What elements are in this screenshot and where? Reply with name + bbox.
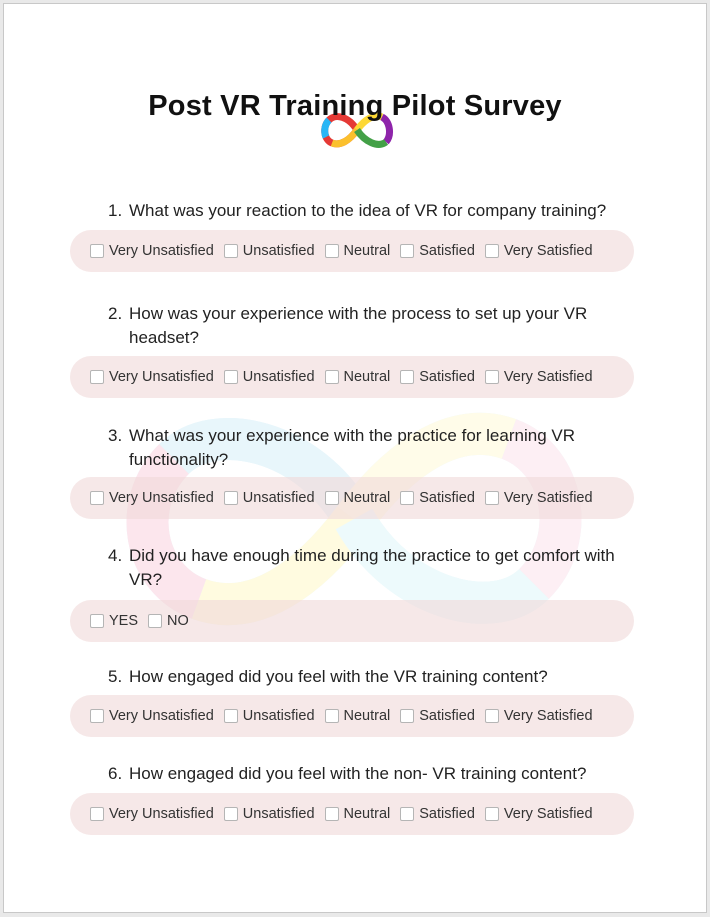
question-text: Did you have enough time during the practice to get comfort with VR?	[129, 546, 615, 589]
option-very-unsatisfied[interactable]	[90, 806, 214, 822]
option-neutral[interactable]	[325, 708, 391, 724]
option-label: Neutral	[343, 490, 391, 506]
option-label: Unsatisfied	[242, 806, 315, 822]
option-very-satisfied[interactable]	[485, 806, 593, 822]
option-satisfied[interactable]	[400, 243, 475, 259]
option-neutral[interactable]	[325, 369, 391, 385]
option-label: Very Satisfied	[503, 806, 593, 822]
question-3	[108, 424, 628, 472]
option-unsatisfied[interactable]	[224, 369, 315, 385]
option-satisfied[interactable]	[400, 490, 475, 506]
checkbox[interactable]	[325, 709, 339, 723]
question-5-options	[70, 695, 634, 737]
option-label: Unsatisfied	[242, 369, 315, 385]
question-text: What was your reaction to the idea of VR for company training?	[129, 201, 607, 220]
option-label: Very Satisfied	[503, 369, 593, 385]
option-unsatisfied[interactable]	[224, 806, 315, 822]
question-number: 1.	[108, 201, 123, 220]
checkbox[interactable]	[90, 370, 104, 384]
checkbox[interactable]	[90, 244, 104, 258]
option-very-satisfied[interactable]	[485, 243, 593, 259]
option-label: Very Unsatisfied	[109, 243, 214, 259]
question-2-options	[70, 356, 634, 398]
question-number: 5.	[108, 667, 123, 686]
question-text: How was your experience with the process to set up your VR headset?	[129, 304, 588, 347]
checkbox[interactable]	[400, 709, 414, 723]
question-text: How engaged did you feel with the non- VR training content?	[129, 764, 587, 783]
option-satisfied[interactable]	[400, 708, 475, 724]
option-satisfied[interactable]	[400, 369, 475, 385]
option-neutral[interactable]	[325, 490, 391, 506]
survey-page	[3, 3, 707, 913]
checkbox[interactable]	[224, 244, 238, 258]
checkbox[interactable]	[400, 491, 414, 505]
option-very-satisfied[interactable]	[485, 490, 593, 506]
question-3-options	[70, 477, 634, 519]
option-label: NO	[167, 613, 189, 629]
checkbox[interactable]	[325, 244, 339, 258]
option-label: Very Satisfied	[503, 243, 593, 259]
checkbox[interactable]	[90, 709, 104, 723]
option-label: Very Satisfied	[503, 490, 593, 506]
question-4	[108, 544, 628, 592]
question-number: 6.	[108, 764, 123, 783]
checkbox[interactable]	[148, 614, 162, 628]
option-no[interactable]	[148, 613, 189, 629]
option-label: Satisfied	[419, 708, 475, 724]
option-neutral[interactable]	[325, 243, 391, 259]
option-label: Unsatisfied	[242, 708, 315, 724]
question-number: 3.	[108, 426, 123, 445]
option-satisfied[interactable]	[400, 806, 475, 822]
option-very-unsatisfied[interactable]	[90, 708, 214, 724]
question-1	[108, 199, 628, 223]
question-number: 2.	[108, 304, 123, 323]
option-label: Very Satisfied	[503, 708, 593, 724]
option-label: Satisfied	[419, 369, 475, 385]
option-label: Satisfied	[419, 243, 475, 259]
checkbox[interactable]	[325, 491, 339, 505]
option-label: Very Unsatisfied	[109, 806, 214, 822]
checkbox[interactable]	[224, 491, 238, 505]
option-very-unsatisfied[interactable]	[90, 490, 214, 506]
option-label: Neutral	[343, 806, 391, 822]
checkbox[interactable]	[224, 709, 238, 723]
option-label: Satisfied	[419, 490, 475, 506]
question-2	[108, 302, 628, 350]
question-5	[108, 665, 628, 689]
option-unsatisfied[interactable]	[224, 490, 315, 506]
option-label: Neutral	[343, 369, 391, 385]
checkbox[interactable]	[325, 370, 339, 384]
option-neutral[interactable]	[325, 806, 391, 822]
checkbox[interactable]	[400, 807, 414, 821]
page-title: Post VR Training Pilot Survey	[148, 90, 562, 122]
option-label: Unsatisfied	[242, 243, 315, 259]
question-6-options	[70, 793, 634, 835]
option-unsatisfied[interactable]	[224, 243, 315, 259]
option-very-unsatisfied[interactable]	[90, 369, 214, 385]
option-label: Unsatisfied	[242, 490, 315, 506]
option-very-unsatisfied[interactable]	[90, 243, 214, 259]
option-very-satisfied[interactable]	[485, 369, 593, 385]
checkbox[interactable]	[485, 491, 499, 505]
question-text: How engaged did you feel with the VR training content?	[129, 667, 548, 686]
checkbox[interactable]	[485, 807, 499, 821]
question-text: What was your experience with the practice for learning VR functionality?	[129, 426, 575, 469]
checkbox[interactable]	[224, 370, 238, 384]
option-label: Very Unsatisfied	[109, 369, 214, 385]
checkbox[interactable]	[485, 370, 499, 384]
question-6	[108, 762, 628, 786]
question-4-options	[70, 600, 634, 642]
checkbox[interactable]	[90, 614, 104, 628]
checkbox[interactable]	[224, 807, 238, 821]
option-very-satisfied[interactable]	[485, 708, 593, 724]
question-1-options	[70, 230, 634, 272]
option-label: Very Unsatisfied	[109, 490, 214, 506]
option-label: YES	[109, 613, 139, 629]
checkbox[interactable]	[400, 370, 414, 384]
checkbox[interactable]	[485, 709, 499, 723]
option-unsatisfied[interactable]	[224, 708, 315, 724]
option-label: Neutral	[343, 243, 391, 259]
question-number: 4.	[108, 546, 123, 565]
checkbox[interactable]	[90, 491, 104, 505]
option-label: Very Unsatisfied	[109, 708, 214, 724]
checkbox[interactable]	[325, 807, 339, 821]
checkbox[interactable]	[485, 244, 499, 258]
option-label: Neutral	[343, 708, 391, 724]
checkbox[interactable]	[400, 244, 414, 258]
option-yes[interactable]	[90, 613, 138, 629]
option-label: Satisfied	[419, 806, 475, 822]
checkbox[interactable]	[90, 807, 104, 821]
